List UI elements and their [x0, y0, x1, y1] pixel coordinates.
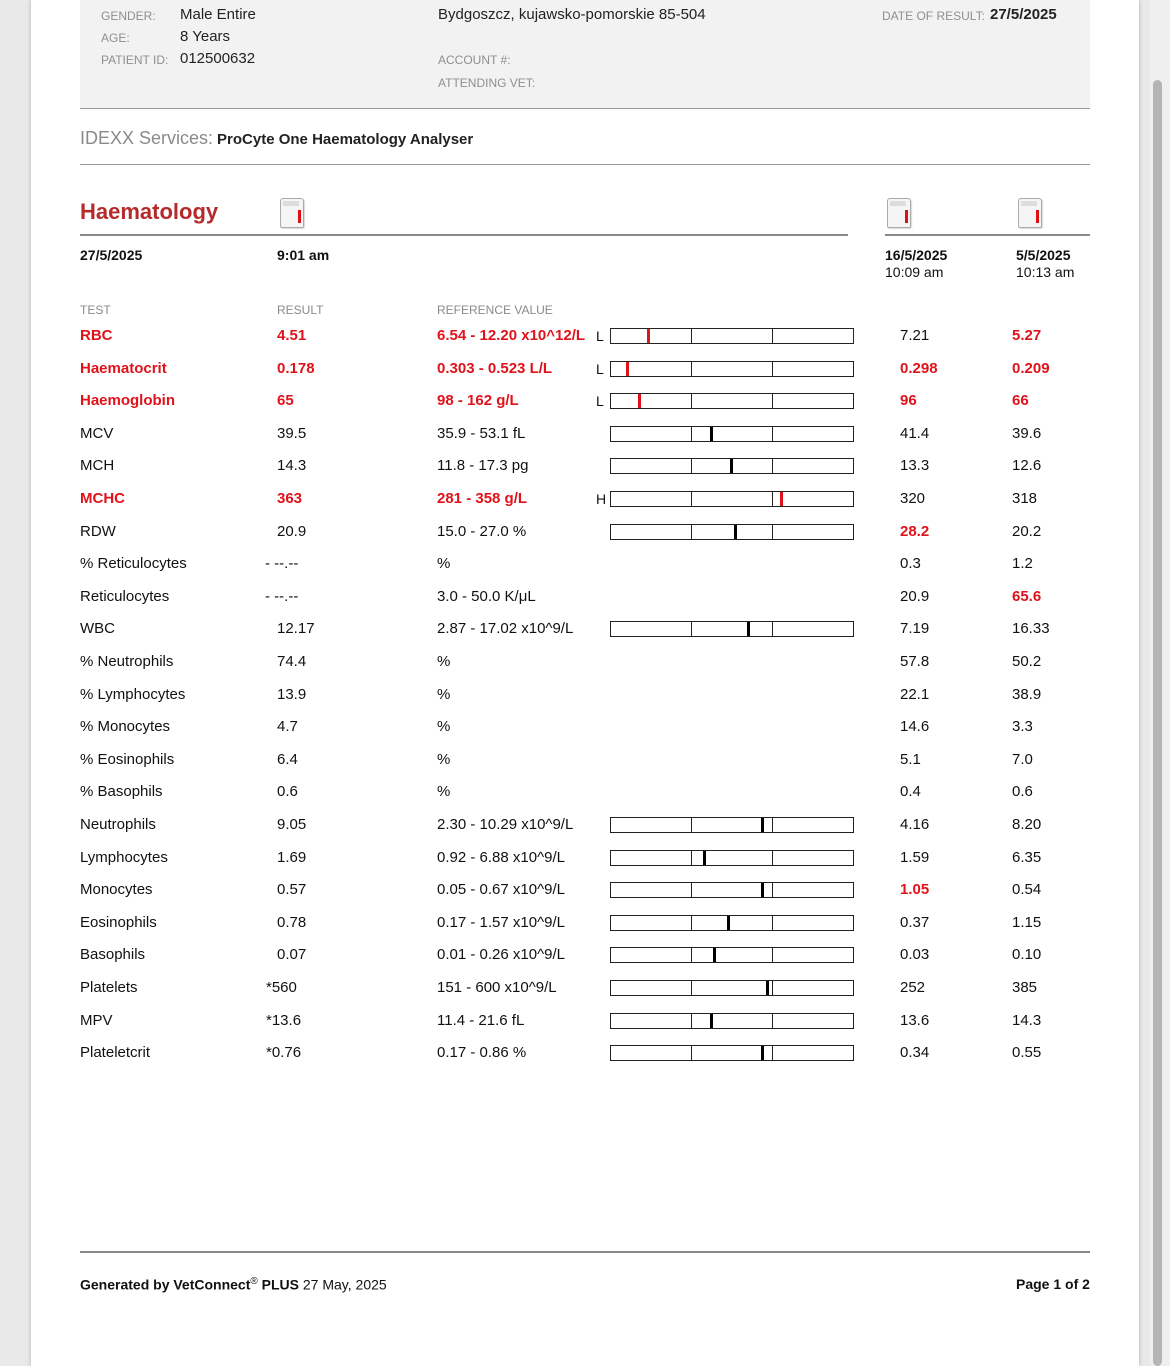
result-value: 363: [277, 490, 303, 507]
test-name: % Lymphocytes: [80, 686, 186, 703]
prev1-value: 0.4: [900, 783, 921, 800]
sample-tube-icon[interactable]: [280, 198, 304, 228]
test-name: Platelets: [80, 979, 138, 996]
result-value: 14.3: [277, 457, 307, 474]
prev1-value: 22.1: [900, 686, 930, 703]
range-bar: [610, 882, 854, 898]
current-time: 9:01 am: [277, 247, 330, 263]
result-marker: [647, 329, 650, 343]
prev1-date: 16/5/2025: [885, 247, 948, 263]
prev2-value: 66: [1012, 392, 1029, 409]
range-divider: [772, 851, 773, 865]
range-divider: [691, 883, 692, 897]
result-marker: [626, 362, 629, 376]
footer-generated: Generated by VetConnect® PLUS 27 May, 2025: [80, 1276, 387, 1293]
range-divider: [772, 948, 773, 962]
result-marker: [761, 1046, 764, 1060]
test-name: % Neutrophils: [80, 653, 174, 670]
prev2-value: 12.6: [1012, 457, 1042, 474]
range-divider: [691, 492, 692, 506]
patient-id-label: PATIENT ID:: [101, 53, 169, 67]
result-value: 12.17: [277, 620, 315, 637]
result-value: 9.05: [277, 816, 307, 833]
result-value: 0.57: [277, 881, 307, 898]
range-divider: [691, 427, 692, 441]
range-divider: [691, 916, 692, 930]
range-divider: [691, 459, 692, 473]
prev2-value: 0.209: [1012, 360, 1050, 377]
test-name: Eosinophils: [80, 914, 157, 931]
result-value: 6.4: [277, 751, 298, 768]
range-divider: [772, 394, 773, 408]
section-rule: [80, 234, 848, 236]
range-bar: [610, 361, 854, 377]
reference-range: %: [437, 686, 451, 703]
result-value: 0.78: [277, 914, 307, 931]
patient-id-value: 012500632: [180, 50, 256, 67]
prev2-value: 0.54: [1012, 881, 1042, 898]
result-value: 0.07: [277, 946, 307, 963]
range-divider: [772, 492, 773, 506]
prev1-value: 0.34: [900, 1044, 930, 1061]
sample-tube-icon[interactable]: [1018, 198, 1042, 228]
result-marker: [727, 916, 730, 930]
test-name: % Basophils: [80, 783, 163, 800]
result-value: - --.--: [265, 588, 299, 605]
test-name: Lymphocytes: [80, 849, 168, 866]
result-value: 20.9: [277, 523, 307, 540]
range-divider: [691, 622, 692, 636]
range-divider: [772, 981, 773, 995]
test-name: % Monocytes: [80, 718, 171, 735]
test-name: MPV: [80, 1012, 113, 1029]
result-marker: [747, 622, 750, 636]
test-name: Monocytes: [80, 881, 153, 898]
reference-range: 0.92 - 6.88 x10^9/L: [437, 849, 565, 866]
reference-range: %: [437, 783, 451, 800]
test-name: % Eosinophils: [80, 751, 175, 768]
reference-range: 0.05 - 0.67 x10^9/L: [437, 881, 565, 898]
prev1-value: 1.59: [900, 849, 930, 866]
prev2-value: 6.35: [1012, 849, 1042, 866]
range-bar: [610, 458, 854, 474]
current-date: 27/5/2025: [80, 247, 143, 263]
result-marker: [703, 851, 706, 865]
result-value: 74.4: [277, 653, 307, 670]
attending-vet-label: ATTENDING VET:: [438, 76, 536, 90]
service-line: [80, 128, 473, 149]
prev2-date: 5/5/2025: [1016, 247, 1071, 263]
range-bar: [610, 850, 854, 866]
date-of-result-value: 27/5/2025: [990, 6, 1057, 23]
reference-range: 98 - 162 g/L: [437, 392, 519, 409]
prev2-value: 0.55: [1012, 1044, 1042, 1061]
reference-range: %: [437, 751, 451, 768]
prev1-value: 1.05: [900, 881, 930, 898]
section-rule-history: [885, 234, 1090, 236]
prev2-value: 14.3: [1012, 1012, 1042, 1029]
prev1-value: 41.4: [900, 425, 930, 442]
prev2-value: 8.20: [1012, 816, 1042, 833]
range-divider: [691, 818, 692, 832]
range-divider: [691, 981, 692, 995]
reference-range: %: [437, 718, 451, 735]
result-marker: [710, 1014, 713, 1028]
prev1-value: 96: [900, 392, 917, 409]
gender-label: GENDER:: [101, 9, 156, 23]
range-divider: [691, 1014, 692, 1028]
range-flag: L: [596, 361, 604, 377]
reference-range: 0.17 - 0.86 %: [437, 1044, 527, 1061]
reference-range: 11.8 - 17.3 pg: [437, 457, 529, 474]
col-header-reference: REFERENCE VALUE: [437, 303, 553, 317]
prev1-value: 7.19: [900, 620, 930, 637]
prev1-value: 252: [900, 979, 926, 996]
reference-range: %: [437, 653, 451, 670]
test-name: MCHC: [80, 490, 125, 507]
clinic-address: Bydgoszcz, kujawsko-pomorskie 85-504: [438, 6, 706, 23]
footer-rule: [80, 1251, 1090, 1253]
reference-range: 0.303 - 0.523 L/L: [437, 360, 553, 377]
prev2-value: 20.2: [1012, 523, 1042, 540]
test-name: RDW: [80, 523, 116, 540]
prev1-value: 13.6: [900, 1012, 930, 1029]
result-value: *13.6: [266, 1012, 302, 1029]
prev1-value: 0.3: [900, 555, 921, 572]
prev1-value: 0.37: [900, 914, 930, 931]
prev2-value: 16.33: [1012, 620, 1050, 637]
sample-tube-icon[interactable]: [887, 198, 911, 228]
result-marker: [780, 492, 783, 506]
range-divider: [691, 525, 692, 539]
range-divider: [772, 427, 773, 441]
result-marker: [766, 981, 769, 995]
range-bar: [610, 1045, 854, 1061]
prev2-value: 5.27: [1012, 327, 1042, 344]
col-header-test: TEST: [80, 303, 111, 317]
prev2-value: 0.10: [1012, 946, 1042, 963]
range-divider: [772, 459, 773, 473]
test-name: Reticulocytes: [80, 588, 170, 605]
service-label: IDEXX Services:: [80, 128, 214, 148]
result-marker: [730, 459, 733, 473]
range-divider: [772, 818, 773, 832]
prev1-value: 14.6: [900, 718, 930, 735]
prev2-value: 385: [1012, 979, 1038, 996]
reference-range: 0.17 - 1.57 x10^9/L: [437, 914, 565, 931]
age-label: AGE:: [101, 31, 130, 45]
result-marker: [734, 525, 737, 539]
range-divider: [691, 1046, 692, 1060]
prev2-value: 318: [1012, 490, 1038, 507]
reference-range: 281 - 358 g/L: [437, 490, 528, 507]
prev2-value: 1.15: [1012, 914, 1042, 931]
result-marker: [713, 948, 716, 962]
range-divider: [772, 622, 773, 636]
prev2-value: 1.2: [1012, 555, 1033, 572]
reference-range: 3.0 - 50.0 K/μL: [437, 588, 536, 605]
prev1-value: 4.16: [900, 816, 930, 833]
prev1-value: 320: [900, 490, 926, 507]
prev2-value: 65.6: [1012, 588, 1042, 605]
range-divider: [691, 329, 692, 343]
result-value: 0.6: [277, 783, 298, 800]
test-name: Basophils: [80, 946, 146, 963]
section-title: Haematology: [80, 199, 219, 224]
reference-range: %: [437, 555, 451, 572]
prev2-time: 10:13 am: [1016, 264, 1075, 280]
range-bar: [610, 393, 854, 409]
test-name: % Reticulocytes: [80, 555, 187, 572]
range-divider: [772, 883, 773, 897]
prev1-value: 7.21: [900, 327, 930, 344]
date-of-result-label: DATE OF RESULT:: [882, 9, 985, 23]
reference-range: 151 - 600 x10^9/L: [437, 979, 557, 996]
range-divider: [772, 1046, 773, 1060]
result-value: 0.178: [277, 360, 315, 377]
range-bar: [610, 817, 854, 833]
prev1-value: 28.2: [900, 523, 930, 540]
prev1-value: 57.8: [900, 653, 930, 670]
reference-range: 2.30 - 10.29 x10^9/L: [437, 816, 574, 833]
test-name: MCH: [80, 457, 115, 474]
range-divider: [772, 362, 773, 376]
result-value: 65: [277, 392, 294, 409]
result-value: - --.--: [265, 555, 299, 572]
range-bar: [610, 621, 854, 637]
range-flag: L: [596, 393, 604, 409]
reference-range: 11.4 - 21.6 fL: [437, 1012, 525, 1029]
page-number: Page 1 of 2: [1016, 1276, 1090, 1292]
test-name: Haematocrit: [80, 360, 167, 377]
col-header-result: RESULT: [277, 303, 324, 317]
test-name: Neutrophils: [80, 816, 156, 833]
service-name: ProCyte One Haematology Analyser: [217, 131, 474, 148]
result-value: 39.5: [277, 425, 307, 442]
prev2-value: 38.9: [1012, 686, 1042, 703]
test-name: Plateletcrit: [80, 1044, 151, 1061]
prev2-value: 50.2: [1012, 653, 1042, 670]
test-name: RBC: [80, 327, 113, 344]
range-bar: [610, 524, 854, 540]
test-name: WBC: [80, 620, 115, 637]
result-value: 13.9: [277, 686, 307, 703]
result-marker: [638, 394, 641, 408]
range-flag: L: [596, 328, 604, 344]
test-name: Haemoglobin: [80, 392, 176, 409]
range-divider: [691, 394, 692, 408]
scrollbar-thumb[interactable]: [1153, 80, 1162, 1366]
result-value: *0.76: [266, 1044, 302, 1061]
result-value: *560: [266, 979, 297, 996]
range-divider: [691, 948, 692, 962]
divider: [80, 164, 1090, 165]
account-label: ACCOUNT #:: [438, 53, 511, 67]
gender-value: Male Entire: [180, 6, 256, 23]
reference-range: 6.54 - 12.20 x10^12/L: [437, 327, 586, 344]
prev2-value: 39.6: [1012, 425, 1042, 442]
result-value: 4.7: [277, 718, 298, 735]
test-name: MCV: [80, 425, 114, 442]
range-divider: [691, 362, 692, 376]
reference-range: 15.0 - 27.0 %: [437, 523, 527, 540]
range-bar: [610, 426, 854, 442]
result-marker: [761, 818, 764, 832]
range-divider: [772, 916, 773, 930]
prev2-value: 7.0: [1012, 751, 1033, 768]
range-divider: [772, 1014, 773, 1028]
reference-range: 2.87 - 17.02 x10^9/L: [437, 620, 574, 637]
prev1-value: 0.03: [900, 946, 930, 963]
range-bar: [610, 947, 854, 963]
prev1-value: 5.1: [900, 751, 921, 768]
result-value: 4.51: [277, 327, 307, 344]
reference-range: 35.9 - 53.1 fL: [437, 425, 526, 442]
reference-range: 0.01 - 0.26 x10^9/L: [437, 946, 565, 963]
age-value: 8 Years: [180, 28, 231, 45]
prev2-value: 0.6: [1012, 783, 1033, 800]
result-marker: [710, 427, 713, 441]
range-divider: [691, 851, 692, 865]
range-bar: [610, 1013, 854, 1029]
range-bar: [610, 915, 854, 931]
range-bar: [610, 491, 854, 507]
prev1-value: 0.298: [900, 360, 938, 377]
result-value: 1.69: [277, 849, 307, 866]
range-bar: [610, 980, 854, 996]
range-divider: [772, 329, 773, 343]
prev2-value: 3.3: [1012, 718, 1033, 735]
result-marker: [761, 883, 764, 897]
prev1-value: 13.3: [900, 457, 930, 474]
range-bar: [610, 328, 854, 344]
prev1-time: 10:09 am: [885, 264, 944, 280]
prev1-value: 20.9: [900, 588, 930, 605]
range-flag: H: [596, 491, 607, 507]
range-divider: [772, 525, 773, 539]
